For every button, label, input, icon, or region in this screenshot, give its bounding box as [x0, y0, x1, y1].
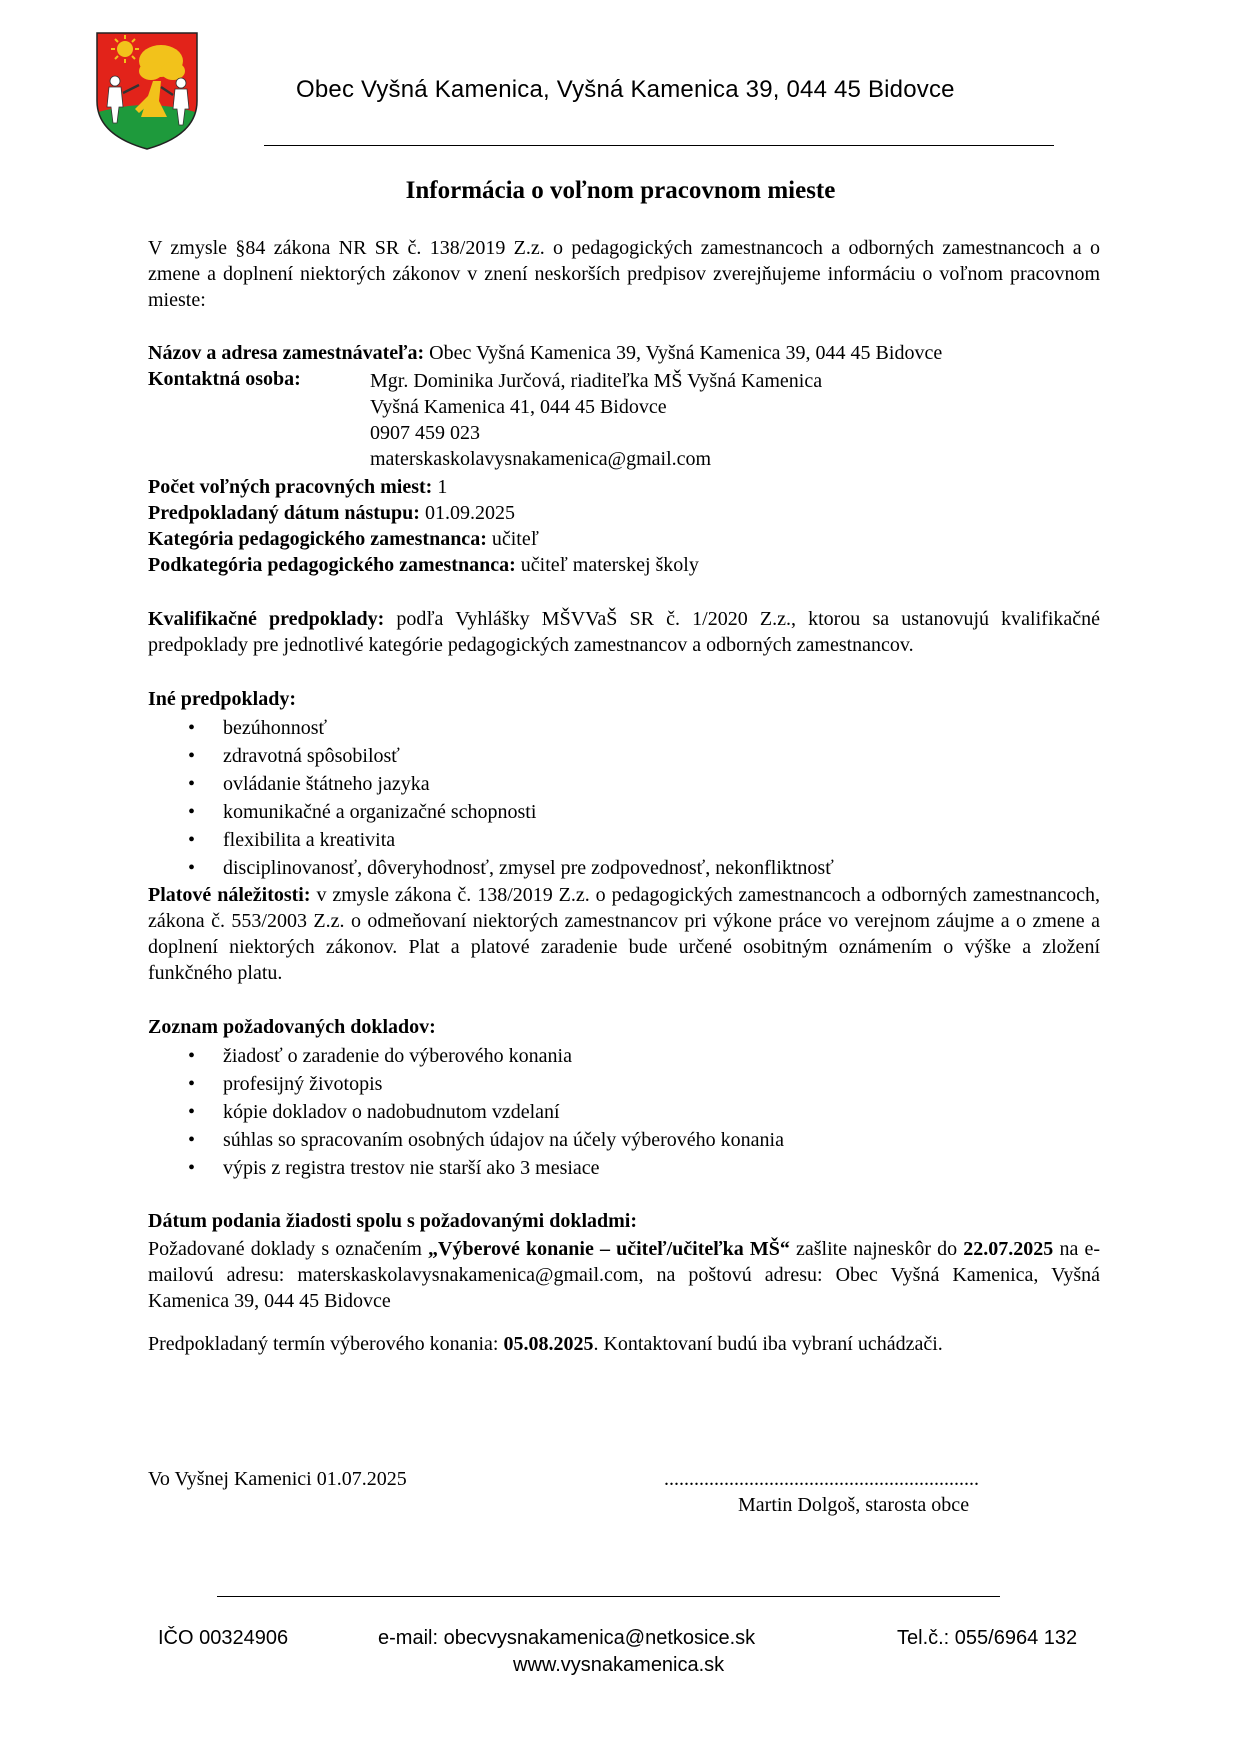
- subcategory-value: učiteľ materskej školy: [520, 554, 699, 576]
- contact-name: Mgr. Dominika Jurčová, riaditeľka MŠ Vyšná Kamenica: [370, 370, 823, 392]
- place-and-date: Vo Vyšnej Kamenici 01.07.2025: [148, 1468, 407, 1490]
- category-row: [148, 528, 539, 551]
- start-date-row: [148, 502, 515, 525]
- list-item: • žiadosť o zaradenie do výberového konania: [148, 1042, 1098, 1070]
- list-item: • ovládanie štátneho jazyka: [148, 770, 1098, 798]
- list-item: • profesijný životopis: [148, 1070, 1098, 1098]
- footer-email[interactable]: e-mail: obecvysnakamenica@netkosice.sk: [378, 1627, 756, 1649]
- start-date-value: 01.09.2025: [424, 502, 515, 524]
- employer-row: [148, 342, 942, 365]
- list-item: • súhlas so spracovaním osobných údajov na účely výberového konania: [148, 1126, 1098, 1154]
- qualification-label: Kvalifikačné predpoklady:: [148, 608, 385, 630]
- positions-label: Počet voľných pracovných miest:: [148, 476, 433, 498]
- start-date-label: Predpokladaný dátum nástupu:: [148, 502, 420, 524]
- list-item: • flexibilita a kreativita: [148, 826, 1098, 854]
- list-item: • kópie dokladov o nadobudnutom vzdelaní: [148, 1098, 1098, 1126]
- footer-website-link[interactable]: www.vysnakamenica.sk: [513, 1654, 725, 1676]
- qualification-text: podľa Vyhlášky MŠVVaŠ SR č. 1/2020 Z.z., ktorou sa ustanovujú kvalifikačné predpoklady pre jednotlivé kategórie pedagogických zamestnancov a odborných zamestnancov.: [148, 608, 1101, 656]
- subcategory-row: [148, 554, 699, 577]
- selection-date: 05.08.2025: [503, 1333, 594, 1355]
- contact-email: materskaskolavysnakamenica@gmail.com: [370, 448, 712, 470]
- employer-value: Obec Vyšná Kamenica 39, Vyšná Kamenica 39, 044 45 Bidovce: [429, 342, 943, 364]
- submission-marking: „Výberové konanie – učiteľ/učiteľka MŠ“: [428, 1238, 790, 1260]
- list-item: • disciplinovanosť, dôveryhodnosť, zmysel pre zodpovednosť, nekonfliktnosť: [148, 854, 1098, 882]
- submission-label: Dátum podania žiadosti spolu s požadovanými dokladmi:: [148, 1210, 638, 1232]
- employer-label: Názov a adresa zamestnávateľa:: [148, 342, 425, 364]
- documents-label: Zoznam požadovaných dokladov:: [148, 1016, 436, 1038]
- positions-row: [148, 476, 447, 499]
- signatory-name: Martin Dolgoš, starosta obce: [738, 1494, 970, 1516]
- salary-paragraph: [148, 882, 1100, 986]
- header-address: Obec Vyšná Kamenica, Vyšná Kamenica 39, 044 45 Bidovce: [296, 76, 955, 103]
- list-item: • komunikačné a organizačné schopnosti: [148, 798, 1098, 826]
- other-requirements-list: [148, 714, 1098, 882]
- municipal-coat-of-arms-icon: [95, 31, 199, 151]
- intro-paragraph: V zmysle §84 zákona NR SR č. 138/2019 Z.z. o pedagogických zamestnancoch a odborných zamestnancoch a o zmene a doplnení niektorých zákonov v znení neskorších predpisov zverejňujeme informáciu o voľnom pracovnom mieste:: [148, 237, 1100, 311]
- footer-ico: IČO 00324906: [158, 1627, 289, 1649]
- salary-text: v zmysle zákona č. 138/2019 Z.z. o pedagogických zamestnancoch a odborných zamestnancoch, zákona č. 553/2003 Z.z. o odmeňovaní niektorých zamestnancov pri výkone práce vo verejnom záujme a o zmene a doplnení niektorých zákonov. Plat a platové zaradenie bude určené osobitným oznámením o výške a zložení funkčného platu.: [148, 884, 1100, 984]
- documents-list: [148, 1042, 1098, 1182]
- salary-label: Platové náležitosti:: [148, 884, 311, 906]
- contact-address: Vyšná Kamenica 41, 044 45 Bidovce: [370, 396, 667, 418]
- contact-phone: 0907 459 023: [370, 422, 480, 444]
- signature-line: ...............................................................: [664, 1468, 979, 1490]
- header-divider: [264, 145, 1054, 146]
- submission-deadline: 22.07.2025: [963, 1238, 1054, 1260]
- list-item: • bezúhonnosť: [148, 714, 1098, 742]
- list-item: • výpis z registra trestov nie starší ako 3 mesiace: [148, 1154, 1098, 1182]
- footer-divider: [217, 1596, 1000, 1597]
- submission-paragraph: Požadované doklady s označením „Výberové konanie – učiteľ/učiteľka MŠ“ zašlite najneskôr do 22.07.2025 na e-mailovú adresu: materskaskolavysnakamenica@gmail.com, na poštovú adresu: Obec Vyšná Kamenica, Vyšná Kamenica 39, 044 45 Bidovce: [148, 1238, 1100, 1312]
- positions-value: 1: [437, 476, 448, 498]
- category-label: Kategória pedagogického zamestnanca:: [148, 528, 487, 550]
- contact-label: Kontaktná osoba:: [148, 368, 301, 390]
- category-value: učiteľ: [491, 528, 539, 550]
- other-requirements-label: Iné predpoklady:: [148, 688, 297, 710]
- list-item: • zdravotná spôsobilosť: [148, 742, 1098, 770]
- selection-paragraph: Predpokladaný termín výberového konania: 05.08.2025. Kontaktovaní budú iba vybraní uchádzači.: [148, 1333, 943, 1355]
- qualification-paragraph: [148, 606, 1100, 658]
- document-title: Informácia o voľnom pracovnom mieste: [405, 177, 836, 204]
- footer-phone: Tel.č.: 055/6964 132: [897, 1627, 1078, 1649]
- subcategory-label: Podkategória pedagogického zamestnanca:: [148, 554, 516, 576]
